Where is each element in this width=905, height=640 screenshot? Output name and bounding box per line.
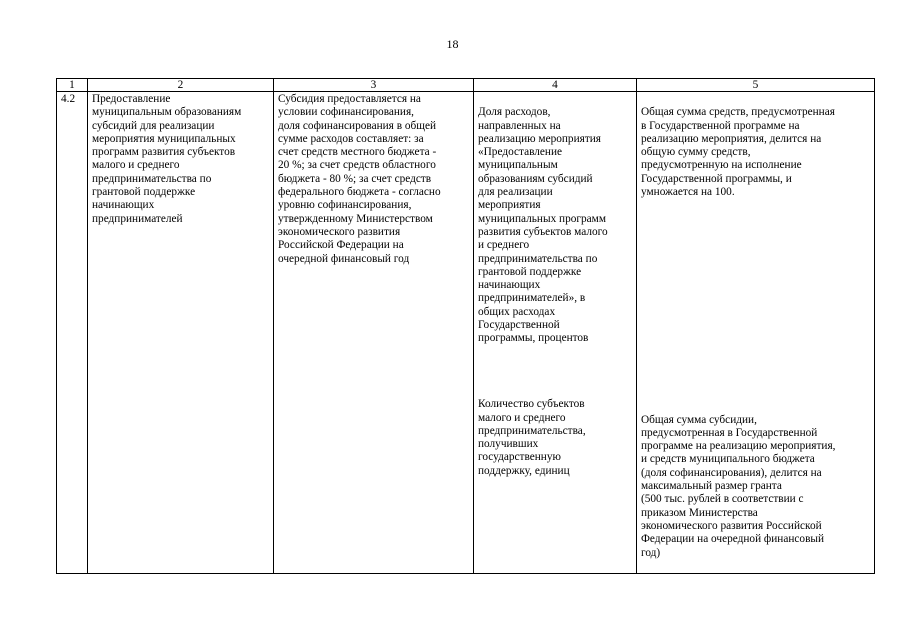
methods-cell [637,92,875,574]
indicator-count: Количество субъектов малого и среднего предпринимательства, получивших государственную поддержку, единиц [478,398,586,477]
column-number: 5 [637,79,875,92]
conditions-cell: Субсидия предоставляется на условии софинансирования, доля софинансирования в общей сумме расходов составляет: за счет средств местного бюджета - 20 %; за счет средств областного бюджета - 80 %; за счет средств федерального бюджета - согласно уровню софинансирования, утвержденному Министерством экономического развития Российской Федерации на очередной финансовый год [274,92,474,574]
indicators-cell [474,92,637,574]
column-number-row [57,79,875,92]
column-number: 4 [474,79,637,92]
table-row [57,92,875,574]
column-number: 2 [88,79,274,92]
indicator-table [56,78,875,574]
activity-cell: Предоставление муниципальным образованиям субсидий для реализации мероприятия муниципальных программ развития субъектов малого и среднего предпринимательства по грантовой поддержке начинающих предпринимателей [88,92,274,574]
page-number: 18 [446,37,459,51]
indicator-share: Доля расходов, направленных на реализацию мероприятия «Предоставление муниципальным образованиям субсидий для реализации мероприятия муниципальных программ развития субъектов малого и среднего предпринимательства по грантовой поддержке начинающих предпринимателей», в общих расходах Государственной программы, процентов [478,106,608,345]
row-number-cell: 4.2 [57,92,88,574]
column-number: 3 [274,79,474,92]
column-number: 1 [57,79,88,92]
method-share: Общая сумма средств, предусмотренная в Государственной программе на реализацию мероприятия, делится на общую сумму средств, предусмотренную на исполнение Государственной программы, и умножается на 100. [641,106,835,199]
method-count: Общая сумма субсидии, предусмотренная в Государственной программе на реализацию мероприятия, и средств муниципального бюджета (доля софинансирования), делится на максимальный размер гранта (500 тыс. рублей в соответствии с приказом Министерства экономического развития Российской Федерации на очередной финансовый год) [641,413,836,559]
